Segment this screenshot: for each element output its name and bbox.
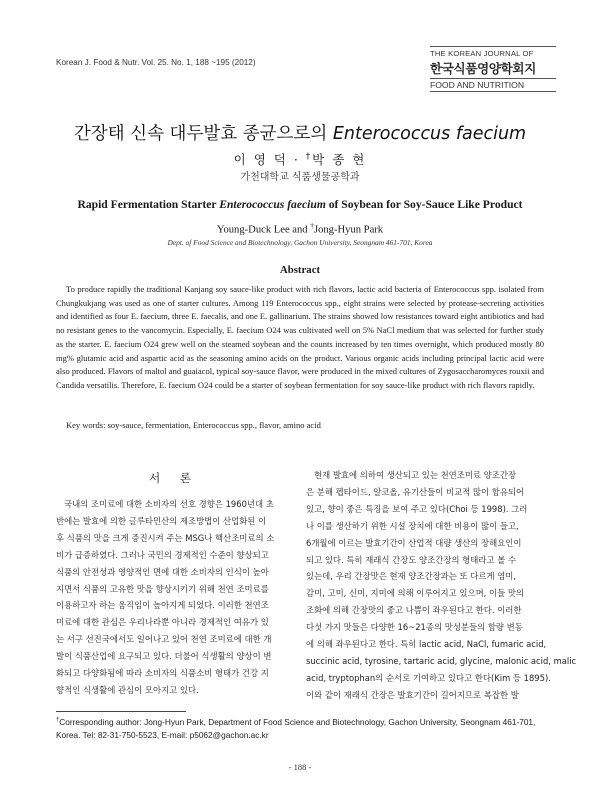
footnote-divider bbox=[56, 711, 186, 712]
corresponding-mark-en: † bbox=[310, 221, 314, 230]
abstract-heading: Abstract bbox=[279, 264, 321, 276]
korean-author-first: 이 영 덕 · bbox=[233, 152, 306, 167]
korean-author-second: 박 종 현 bbox=[312, 152, 367, 167]
korean-title-main: 간장태 신속 대두발효 종균으로의 bbox=[73, 124, 333, 144]
citation-line: Korean J. Food & Nutr. Vol. 25. No. 1, 188 ~195 (2012) bbox=[56, 58, 256, 67]
section-heading-intro: 서 론 bbox=[149, 471, 199, 485]
english-author-first: Young-Duck Lee and bbox=[216, 224, 311, 236]
text-line: 은 분해 펩타이드, 알코올, 유기산들이 비교적 많이 함유되어 bbox=[306, 486, 525, 497]
korean-title bbox=[0, 120, 600, 145]
text-line: 되고 있다. 특히 재래식 간장도 양조간장의 형태라고 볼 수 bbox=[306, 554, 517, 565]
text-line: acid, tryptophan의 순서로 기여하고 있다고 한다(Kim 등 1895). bbox=[306, 672, 551, 683]
text-line: 현재 발효에 의하여 생산되고 있는 천연조미료 양조간장 bbox=[314, 470, 517, 480]
text-line: 는 서구 선진국에서도 일어나고 있어 천연 조미료에 대한 개 bbox=[56, 634, 272, 645]
right-column bbox=[306, 467, 577, 704]
english-author-second: Jong-Hyun Park bbox=[313, 224, 384, 236]
text-line: 다섯 가지 맛들은 다양한 16~21종의 맛성분들의 함량 변동 bbox=[306, 622, 523, 633]
footnote-mark: † bbox=[56, 717, 60, 723]
footnote-text: Corresponding author: Jong-Hyun Park, Department of Food Science and Biotechnology, Gachon University, Seongnam 461-701, Korea. Tel: 82-31-750-5523, E-mail: p5062@gachon.ac.kr bbox=[56, 716, 536, 740]
text-line: 향적인 식생활에 관심이 모아지고 있다. bbox=[56, 684, 199, 695]
korean-authors bbox=[0, 150, 600, 168]
text-line: 조화에 의해 간장맛의 좋고 나쁨이 좌우된다고 한다. 이러한 bbox=[306, 605, 522, 616]
text-line: 발이 식품산업에 요구되고 있다. 더불어 식생활의 양상이 변 bbox=[56, 651, 272, 662]
text-line: 미료에 대한 관심은 우리나라뿐 아니라 경제적인 여유가 있 bbox=[56, 617, 269, 628]
text-line: 에 의해 좌우된다고 한다. 특히 lactic acid, NaCl, fumaric acid, bbox=[306, 639, 547, 650]
abstract-text: To produce rapidly the traditional Kanjang soy sauce-like product with rich flavors, lactic acid bacteria of Enterococcus spp. isolated from Chungkukjang was used as one of starter cultures. Among 119 Enterococcus spp., eight strains were selected by protease-secreting activities and identified as four E. faecium, three E. faecalis, and one E. gallinarium. The strains showed low resistances toward eight antibiotics and had no resistant genes to the vancomycin. Especially, E. faecium O24 was cultivated well on 5% NaCl medium that was selected for further study as the starter. E. faecium O24 grew well on the steamed soybean and the counts increased by ten times overnight, which produced mostly 80 mg% glutamic acid and aspartic acid as the seasoning amino acids on the product. Various organic acids including principal lactic acid were also produced. Flavors of maltol and guaiacol, typical soy-sauce flavor, were produced in the mixed cultures of Zygosaccharomyces rouxii and Candida versatilis. Therefore, E. faecium O24 could be a starter of soybean fermentation for soy sauce-like product with rich flavors rapidly. bbox=[56, 284, 544, 390]
text-line: 감미, 고미, 신미, 지미에 의해 이루어지고 있으며, 이들 맛의 bbox=[306, 588, 525, 599]
text-line: 6개월에 이르는 발효기간이 산업적 대량 생산의 장해요인이 bbox=[306, 537, 522, 548]
text-line: 비가 급증하였다. 그러나 국민의 경제적인 수준이 향상되고 bbox=[56, 549, 269, 560]
text-line: 화되고 다양화됨에 따라 소비자의 식품소비 형태가 건강 지 bbox=[56, 668, 269, 679]
english-title-part2: of Soybean for Soy-Sauce Like Product bbox=[325, 198, 523, 211]
english-affiliation: Dept. of Food Science and Biotechnology, Gachon University, Seongnam 461-701, Korea bbox=[167, 238, 433, 247]
page-number: - 188 - bbox=[288, 762, 312, 772]
text-line: 있고, 향이 좋은 특징을 보여 주고 있다(Choi 등 1998). 그러 bbox=[306, 503, 528, 514]
text-line: 나 이를 생산하기 위한 시설 장치에 대한 비용이 많이 들고, bbox=[306, 520, 519, 531]
corresponding-mark: † bbox=[305, 151, 313, 162]
journal-logo-box bbox=[430, 46, 556, 92]
text-line: 있는데, 우리 간장맛은 현재 양조간장과는 또 다르게 염미, bbox=[306, 571, 517, 582]
footnote bbox=[56, 714, 544, 742]
english-title-species: Enterococcus faecium bbox=[219, 198, 326, 211]
text-line: succinic acid, tyrosine, tartaric acid, glycine, malonic acid, malic bbox=[306, 655, 577, 666]
text-line: 지면서 식품의 고유한 맛을 향상시키기 위해 천연 조미료를 bbox=[56, 583, 269, 594]
keywords: Key words: soy-sauce, fermentation, Enterococcus spp., flavor, amino acid bbox=[66, 420, 321, 430]
korean-title-species: Enterococcus faecium bbox=[332, 124, 527, 144]
journal-name-ko: 한국식품영양학회지 bbox=[430, 61, 536, 76]
abstract-body bbox=[56, 283, 544, 393]
journal-name-en-top: THE KOREAN JOURNAL OF bbox=[430, 46, 556, 58]
text-line: 이와 같이 재래식 간장은 발효기간이 길어지므로 복잡한 발 bbox=[306, 689, 519, 700]
text-line: 이용하고자 하는 움직임이 높아지게 되었다. 이러한 천연조 bbox=[56, 600, 269, 611]
english-authors bbox=[0, 221, 600, 236]
journal-name-en-bottom: FOOD AND NUTRITION bbox=[430, 78, 556, 92]
left-column bbox=[56, 496, 294, 699]
english-title bbox=[0, 198, 600, 211]
text-line: 후 식품의 맛을 크게 증진시켜 주는 MSG나 핵산조미료의 소 bbox=[56, 532, 275, 543]
english-title-part1: Rapid Fermentation Starter bbox=[77, 198, 220, 211]
text-line: 식품의 안전성과 영양적인 면에 대한 소비자의 인식이 높아 bbox=[56, 566, 269, 577]
text-line: 국내의 조미료에 대한 소비자의 선호 경향은 1960년대 초 bbox=[64, 499, 274, 509]
korean-affiliation: 가천대학교 식품생물공학과 bbox=[240, 172, 360, 183]
text-line: 반에는 발효에 의한 글루타민산의 제조방법이 산업화된 이 bbox=[56, 515, 267, 526]
